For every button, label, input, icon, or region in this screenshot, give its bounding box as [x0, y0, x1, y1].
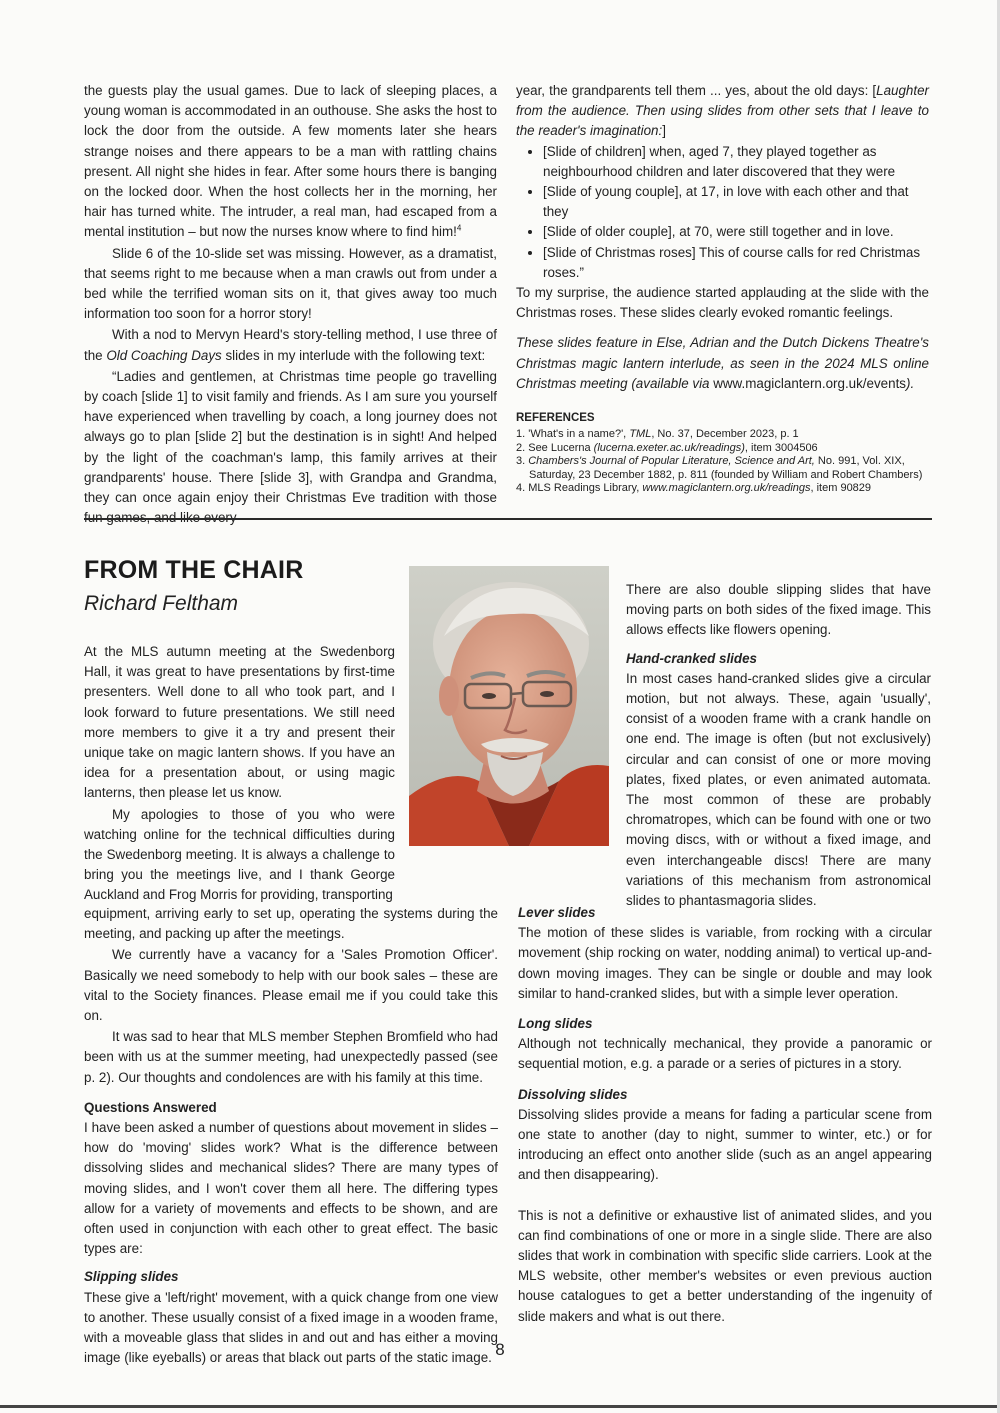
article-right-column [626, 580, 931, 911]
subheading: Hand-cranked slides [626, 650, 757, 666]
references-list [516, 428, 929, 496]
paragraph: I have been asked a number of questions about movement in slides – how do 'moving' slides work? What is the difference between dissolving slides and mechanical slides? There are many types of moving slides, and I won't cover them all here. The differing types allow for a variety of movements and effects to be shown, and are often used in conjunction with each other to great effect. The basic types are: [84, 1120, 498, 1257]
article-author: Richard Feltham [84, 592, 239, 615]
bullet-list [516, 142, 929, 283]
bottom-edge [0, 1405, 1000, 1408]
article-title: FROM THE CHAIR [84, 556, 304, 584]
paragraph: year, the grandparents tell them ... yes, about the old days: [Laughter from the audience. Then using slides from other sets that I leave to the reader's imagination:] [516, 83, 929, 139]
list-item: • [Slide of young couple], at 17, in love with each other and that they [543, 182, 929, 222]
article-left-column [84, 642, 395, 906]
paragraph: We currently have a vacancy for a 'Sales Promotion Officer'. Basically we need somebody to help with our book sales – these are vital to the Society finances. Please email me if you could take this on. [84, 947, 498, 1024]
paragraph: With a nod to Mervyn Heard's story-telling method, I use three of the Old Coaching Days slides in my interlude with the following text: [84, 327, 497, 363]
subheading: Long slides [518, 1016, 593, 1032]
reference-item: 3. Chambers's Journal of Popular Literature, Science and Art, No. 991, Vol. XIX, Saturday, 23 December 1882, p. 811 (founded by William and Robert Chambers) [516, 455, 923, 481]
paragraph: This is not a definitive or exhaustive list of animated slides, and you can find combinations of one or more in a single slide. There are also slides that work in combination with specific slide carriers. Look at the MLS website, other member's websites or even previous auction house catalogues to get a better understanding of the ingenuity of slide makers and what is out there. [518, 1207, 932, 1324]
footnote-ref: 4 [456, 223, 462, 233]
paragraph: These give a 'left/right' movement, with a quick change from one view to another. These usually consist of a fixed image in a wooden frame, with a moveable glass that slides in and out and has either a moving image (like eyeballs) or areas that black out parts of the static image. [84, 1289, 498, 1366]
references-heading: REFERENCES [516, 412, 595, 425]
paragraph: equipment, arriving early to set up, operating the systems during the meeting, and packing up after the meetings. [84, 906, 498, 942]
subheading: Dissolving slides [518, 1086, 628, 1102]
reference-item: 4. MLS Readings Library, www.magiclantern.org.uk/readings, item 90829 [516, 482, 872, 495]
article-right-column-lower [518, 903, 932, 1327]
portrait-photo [409, 566, 609, 846]
paragraph: The motion of these slides is variable, from rocking with a circular movement (ship rocking on water, nodding animal) to vertical up-and-down moving images. They can be single or double and may look similar to hand-cranked slides, but with a simple lever operation. [518, 925, 932, 1001]
page-number: 8 [495, 1340, 505, 1359]
list-item: • [Slide of children] when, aged 7, they played together as neighbourhood children and later discovered that they were [543, 142, 929, 182]
section-divider [84, 518, 932, 520]
section-heading: Questions Answered [84, 1099, 217, 1115]
paragraph: Dissolving slides provide a means for fading a particular scene from one state to another (day to night, summer to winter, etc.) or for introducing an effect onto another slide (such as an angel appearing and then disappearing). [518, 1106, 932, 1183]
top-right-column [516, 81, 929, 496]
paragraph: At the MLS autumn meeting at the Swedenborg Hall, it was great to have presentations by first-time presenters. Well done to all who took part, and I look forward to future presentations. We still need more members to give it a try and present their unique take on magic lantern shows. If you have an idea for a presentation about, or using magic lanterns, then please let us know. [84, 644, 395, 801]
paragraph: the guests play the usual games. Due to lack of sleeping places, a young woman is accommodated in an outhouse. She asks the host to lock the door from the outside. A few moments later she hears strange noises and there appears to be a man with rattling chains present. All night she hides in fear. After some hours there is banging on the locked door. When the host collects her in the morning, her hair has turned white. The intruder, a real man, had escaped from a mental institution – but now the nurses know where to find him!$^4$ [84, 83, 497, 240]
subheading: Slipping slides [84, 1269, 179, 1285]
paragraph: Slide 6 of the 10-slide set was missing. However, as a dramatist, that seems right to me because when a man crawls out from under a bed while the terrified woman sits on it, that gives away too much information too soon for a horror story! [84, 245, 497, 322]
paragraph: To my surprise, the audience started applauding at the slide with the Christmas roses. These slides clearly evoked romantic feelings. [516, 285, 929, 321]
paragraph: Although not technically mechanical, they provide a panoramic or sequential motion, e.g. a parade or a series of pictures in a story. [518, 1036, 932, 1072]
paragraph: In most cases hand-cranked slides give a circular motion, but not always. These, again 'usually', consist of a wooden frame with a crank handle on one end. The image is often (but not exclusively) circular and can consist of one or more moving plates, fixed plates, or even animated automata. The most common of these are probably chromatropes, which can be found with one or two moving discs, with or without a fixed image, and even interchangeable discs! There are many variations of this mechanism from astronomical slides to phantasmagoria slides. [626, 670, 931, 909]
paragraph: My apologies to those of you who were watching online for the technical difficulties during the Swedenborg meeting. It is always a challenge to bring you the meetings live, and I thank George Auckland and Frog Morris for providing, transporting [84, 806, 395, 903]
paragraph: “Ladies and gentlemen, at Christmas time people go travelling by coach [slide 1] to visit family and friends. As I am sure you yourself have experienced when travelling by coach, a long journey does not always go to plan [slide 2] but the destination is in sight! And helped by the light of the coachman's lamp, this family arrives at their grandparents' house. There [slide 3], with Grandpa and Grandma, they can once again enjoy their Christmas Eve tradition with those [84, 368, 497, 506]
subheading: Lever slides [518, 905, 596, 920]
list-item: • [Slide of Christmas roses] This of course calls for red Christmas roses.” [543, 243, 929, 283]
paragraph: There are also double slipping slides that have moving parts on both sides of the fixed image. This allows effects like flowers opening. [626, 582, 931, 638]
paragraph: It was sad to hear that MLS member Stephen Bromfield who had been with us at the summer meeting, had unexpectedly passed (see p. 2). Our thoughts and condolences are with his family at this time. [84, 1029, 498, 1085]
reference-item: 1. 'What's in a name?', TML, No. 37, December 2023, p. 1 [516, 428, 799, 441]
italic-note: These slides feature in Else, Adrian and the Dutch Dickens Theatre's Christmas magic lantern interlude, as seen in the 2024 MLS online Christmas meeting (available via www.magiclantern.org.uk/events). [516, 335, 929, 391]
top-left-column [84, 81, 497, 528]
list-item: • [Slide of older couple], at 70, were still together and in love. [543, 222, 929, 242]
reference-item: 2. See Lucerna (lucerna.exeter.ac.uk/readings), item 3004506 [516, 441, 818, 454]
article-left-column-lower [84, 904, 498, 1368]
